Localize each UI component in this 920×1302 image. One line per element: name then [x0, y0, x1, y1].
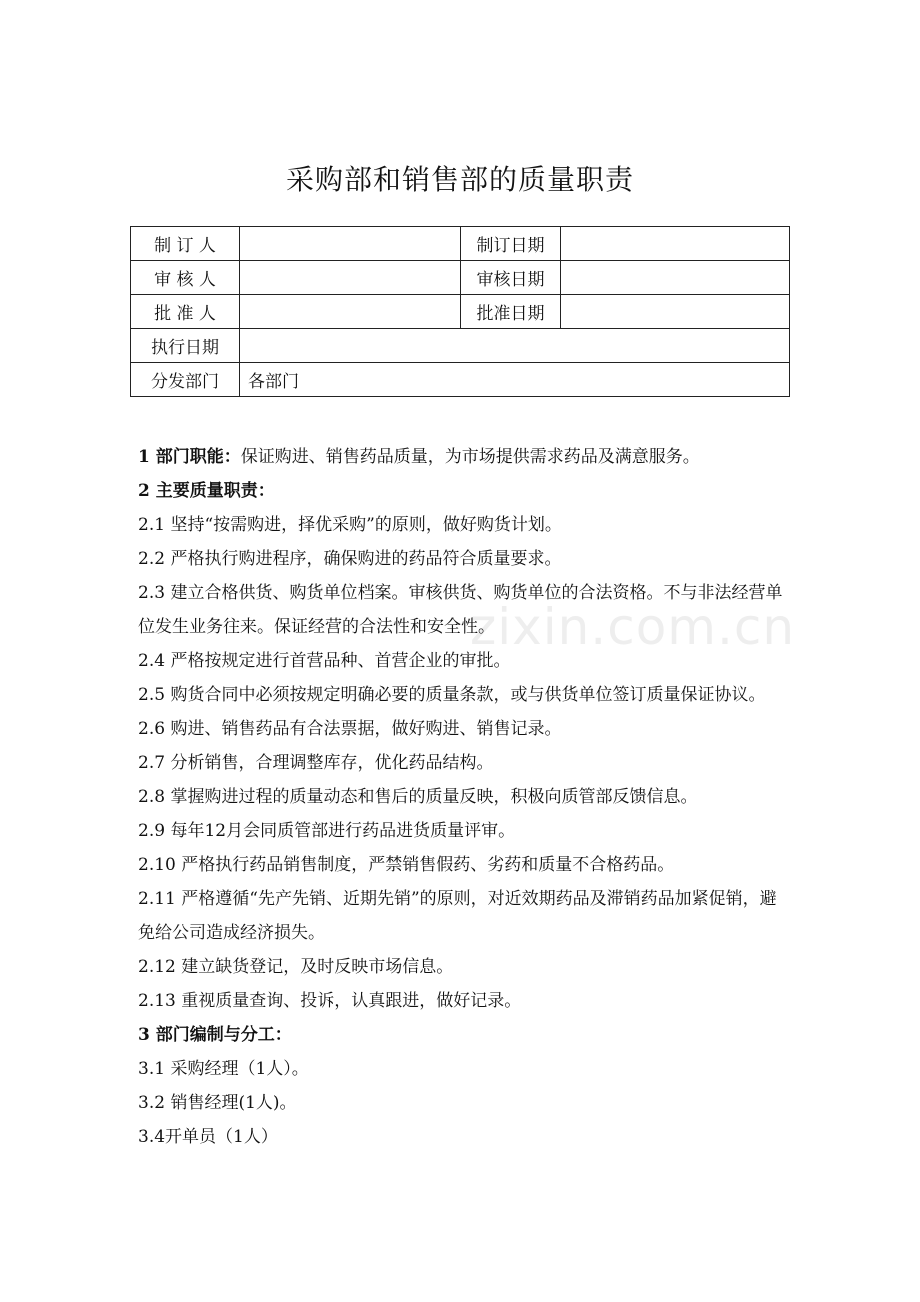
list-item: 3.2 销售经理(1人)。 [138, 1093, 297, 1113]
approver-label: 批 准 人 [131, 295, 240, 329]
drafter-value [240, 227, 461, 261]
table-row [131, 329, 790, 363]
reviewer-label: 审 核 人 [131, 261, 240, 295]
table-row [131, 227, 790, 261]
draft-date-value [561, 227, 790, 261]
table-row [131, 295, 790, 329]
list-item: 2.6 购进、销售药品有合法票据，做好购进、销售记录。 [138, 719, 562, 739]
watermark-text: zixin.com.cn [470, 598, 796, 656]
list-item: 2.7 分析销售，合理调整库存，优化药品结构。 [138, 753, 494, 773]
section-3-heading: 3 部门编制与分工： [138, 1025, 292, 1045]
exec-date-value [240, 329, 790, 363]
distribution-value: 各部门 [240, 363, 790, 397]
list-item: 3.1 采购经理（1人）。 [138, 1059, 309, 1079]
list-item: 2.1 坚持“按需购进，择优采购”的原则，做好购货计划。 [138, 515, 562, 535]
review-date-value [561, 261, 790, 295]
list-item: 2.5 购货合同中必须按规定明确必要的质量条款，或与供货单位签订质量保证协议。 [138, 685, 766, 705]
draft-date-label: 制订日期 [461, 227, 561, 261]
approver-value [240, 295, 461, 329]
document-body [138, 440, 790, 1154]
list-item: 2.13 重视质量查询、投诉，认真跟进，做好记录。 [138, 991, 522, 1011]
table-row [131, 363, 790, 397]
list-item: 2.12 建立缺货登记，及时反映市场信息。 [138, 957, 454, 977]
list-item: 2.9 每年12月会同质管部进行药品进货质量评审。 [138, 821, 516, 841]
section-1-text: 保证购进、销售药品质量，为市场提供需求药品及满意服务。 [240, 447, 700, 467]
section-1 [138, 440, 790, 474]
drafter-label: 制 订 人 [131, 227, 240, 261]
list-item: 2.10 严格执行药品销售制度，严禁销售假药、劣药和质量不合格药品。 [138, 855, 675, 875]
list-item: 2.2 严格执行购进程序，确保购进的药品符合质量要求。 [138, 549, 562, 569]
section-1-heading: 1 部门职能： [138, 447, 241, 467]
document-meta-table [130, 226, 790, 397]
approve-date-label: 批准日期 [461, 295, 561, 329]
distribution-label: 分发部门 [131, 363, 240, 397]
reviewer-value [240, 261, 461, 295]
document-title: 采购部和销售部的质量职责 [285, 163, 634, 196]
approve-date-value [561, 295, 790, 329]
section-2-heading: 2 主要质量职责： [138, 481, 275, 501]
list-item: 2.4 严格按规定进行首营品种、首营企业的审批。 [138, 651, 511, 671]
list-item: 2.3 建立合格供货、购货单位档案。审核供货、购货单位的合法资格。不与非法经营单位发生业务往来。保证经营的合法性和安全性。 [138, 583, 783, 637]
review-date-label: 审核日期 [461, 261, 561, 295]
list-item: 2.8 掌握购进过程的质量动态和售后的质量反映，积极向质管部反馈信息。 [138, 787, 698, 807]
exec-date-label: 执行日期 [131, 329, 240, 363]
table-row [131, 261, 790, 295]
list-item: 2.11 严格遵循“先产先销、近期先销”的原则，对近效期药品及滞销药品加紧促销，避免给公司造成经济损失。 [138, 889, 777, 943]
list-item: 3.4开单员（1人） [138, 1127, 278, 1147]
